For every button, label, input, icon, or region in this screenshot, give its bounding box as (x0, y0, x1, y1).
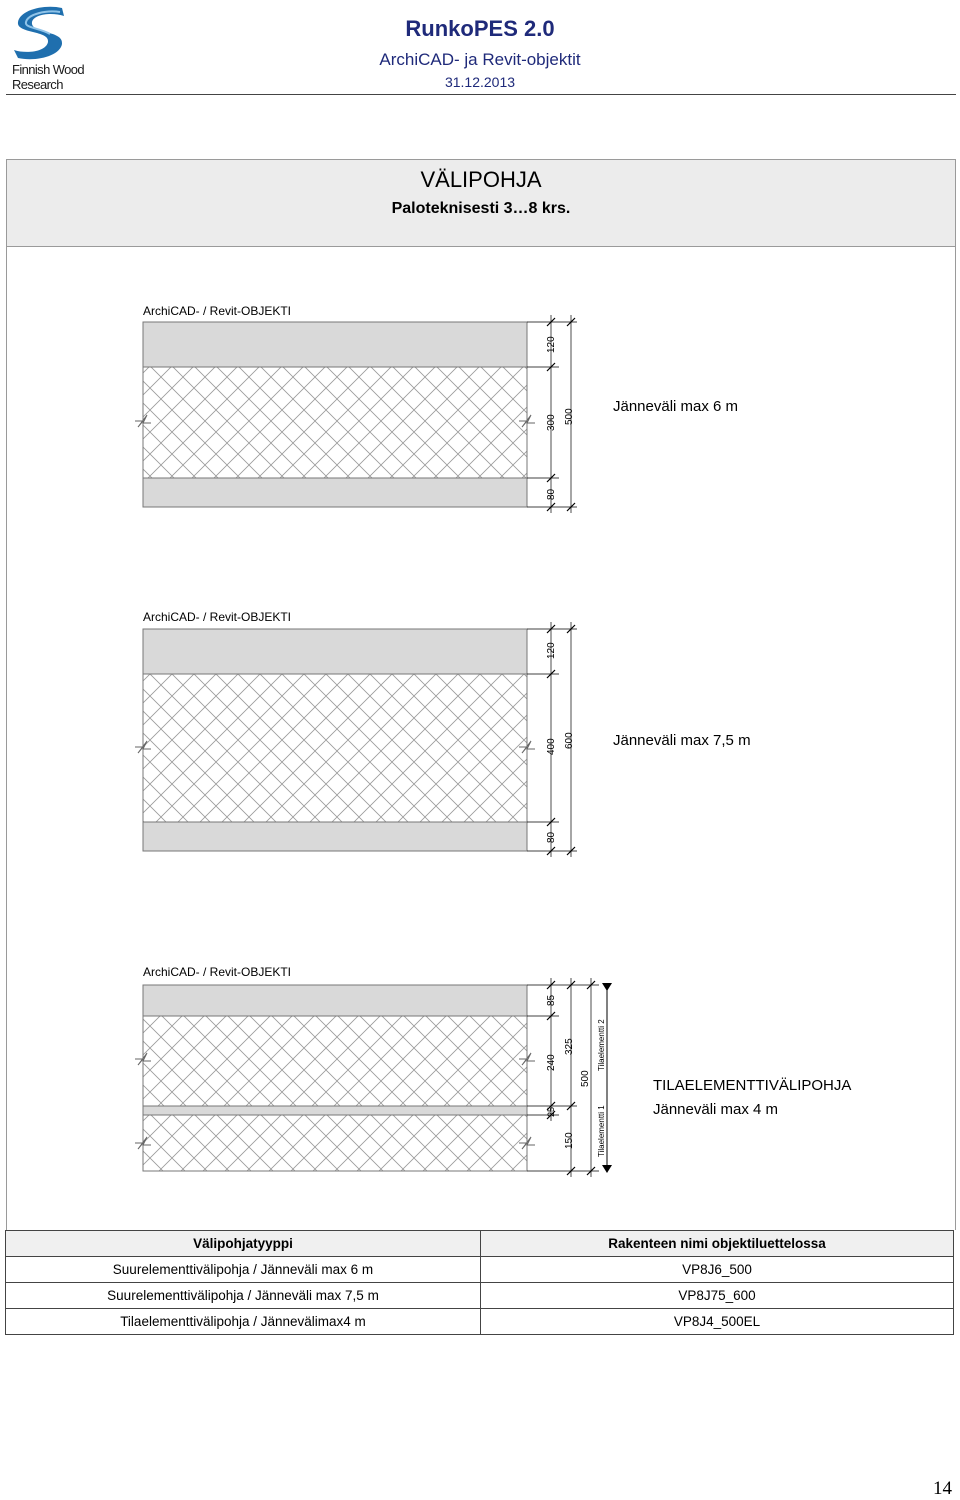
header-divider (6, 94, 956, 95)
lower-insulation (143, 1115, 527, 1171)
drawing-1-note: Jänneväli max 6 m (613, 398, 739, 415)
drawing-1 (135, 304, 738, 513)
section-title: VÄLIPOHJA (420, 167, 542, 192)
object-table (5, 1230, 954, 1335)
insulation-layer (143, 367, 527, 478)
logo-text: Finnish Wood Research (12, 62, 85, 92)
dim-500: 500 (564, 408, 575, 425)
drawing-2-label: ArchiCAD- / Revit-OBJEKTI (143, 610, 292, 624)
dim-25: 25 (546, 1106, 556, 1117)
document-subtitle: ArchiCAD- ja Revit-objektit (379, 50, 581, 69)
drawing-1-label: ArchiCAD- / Revit-OBJEKTI (143, 304, 292, 318)
top-panel (143, 629, 527, 674)
dim-85: 85 (546, 994, 557, 1006)
section-header (6, 159, 956, 247)
drawing-3-note: Jänneväli max 4 m (653, 1101, 779, 1118)
table-row (6, 1257, 954, 1283)
top-panel (143, 322, 527, 367)
element-label-2: Tilaelementti 2 (597, 1019, 606, 1071)
table-cell-type: Tilaelementtivälipohja / Jännevälimax4 m (6, 1309, 481, 1335)
table-row (6, 1309, 954, 1335)
dim-600: 600 (564, 732, 575, 749)
table-header-row (6, 1231, 954, 1257)
floor-section-drawings (7, 245, 955, 1230)
table-cell-name: VP8J4_500EL (481, 1309, 954, 1335)
drawing-area (6, 245, 956, 1230)
document-title: RunkoPES 2.0 (405, 16, 555, 41)
table-row (6, 1283, 954, 1309)
table-cell-type: Suurelementtivälipohja / Jänneväli max 6 m (6, 1257, 481, 1283)
section-subtitle: Paloteknisesti 3…8 krs. (391, 200, 571, 217)
dim-120: 120 (546, 642, 557, 659)
dim-80: 80 (546, 488, 557, 500)
dim-400: 400 (546, 738, 557, 755)
table-header-type: Välipohjatyyppi (6, 1231, 481, 1257)
upper-panel (143, 985, 527, 1016)
table-cell-name: VP8J75_600 (481, 1283, 954, 1309)
dim-500: 500 (580, 1070, 591, 1087)
drawing-3 (135, 965, 851, 1177)
page-number: 14 (933, 1478, 952, 1499)
table-cell-name: VP8J6_500 (481, 1257, 954, 1283)
lower-panel (143, 1106, 527, 1115)
drawing-2 (135, 610, 751, 857)
dim-300: 300 (546, 414, 557, 431)
dim-120: 120 (546, 336, 557, 353)
dim-240: 240 (546, 1054, 557, 1071)
bottom-panel (143, 822, 527, 851)
dim-80: 80 (546, 831, 557, 843)
dim-325: 325 (564, 1038, 575, 1055)
document-date: 31.12.2013 (444, 74, 516, 90)
table-header-name: Rakenteen nimi objektiluettelossa (481, 1231, 954, 1257)
drawing-3-label: ArchiCAD- / Revit-OBJEKTI (143, 965, 292, 979)
drawing-2-note: Jänneväli max 7,5 m (613, 732, 751, 749)
bottom-panel (143, 478, 527, 507)
drawing-3-note-title: TILAELEMENTTIVÄLIPOHJA (653, 1077, 852, 1094)
element-label-1: Tilaelementti 1 (597, 1105, 606, 1157)
table-cell-type: Suurelementtivälipohja / Jänneväli max 7,5 m (6, 1283, 481, 1309)
insulation-layer (143, 674, 527, 822)
upper-insulation (143, 1016, 527, 1106)
dim-150: 150 (564, 1132, 575, 1149)
